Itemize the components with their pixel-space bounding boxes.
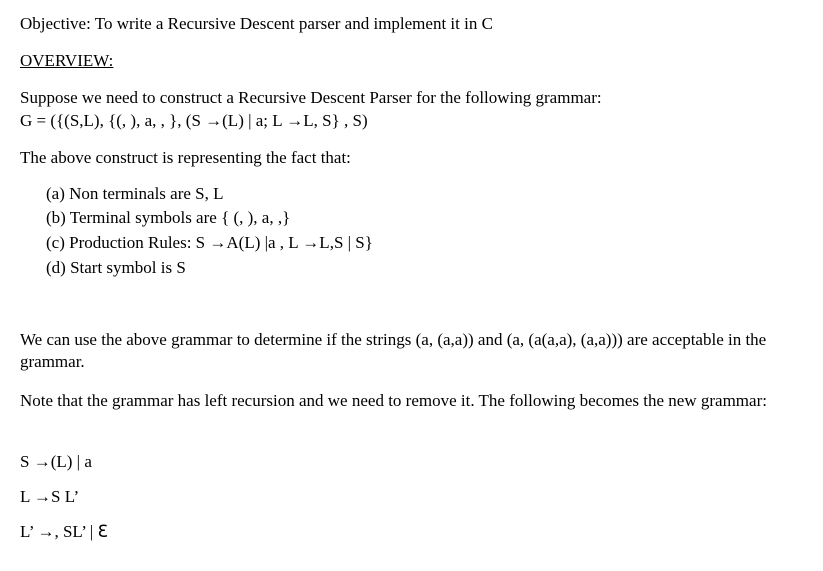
overview-heading: OVERVIEW: [20,51,114,70]
new-grammar-rule-s: S →(L) | a [20,452,92,471]
new-grammar-rule-l: L →S L’ [20,487,80,506]
objective-line: Objective: To write a Recursive Descent parser and implement it in C [20,14,493,33]
fact-nonterminals: (a) Non terminals are S, L [46,184,224,203]
fact-terminals: (b) Terminal symbols are { (, ), a, ,} [46,208,291,227]
fact-productions: (c) Production Rules: S →A(L) |a , L →L,S | S} [46,233,373,252]
left-recursion-paragraph: Note that the grammar has left recursion and we need to remove it. The following becomes the new grammar: [20,391,767,410]
construct-intro: The above construct is representing the fact that: [20,148,351,167]
fact-start-symbol: (d) Start symbol is S [46,258,186,277]
new-grammar-rule-lprime: L’ →, SL’ | ℇ [20,522,108,541]
usage-paragraph: We can use the above grammar to determine if the strings (a, (a,a)) and (a, (a(a,a), (a,a))) are acceptable in the grammar. [20,330,767,371]
grammar-definition: G = ({(S,L), {(, ), a, , }, (S →(L) | a; L →L, S} , S) [20,111,368,130]
intro-paragraph: Suppose we need to construct a Recursive Descent Parser for the following grammar: [20,88,602,107]
